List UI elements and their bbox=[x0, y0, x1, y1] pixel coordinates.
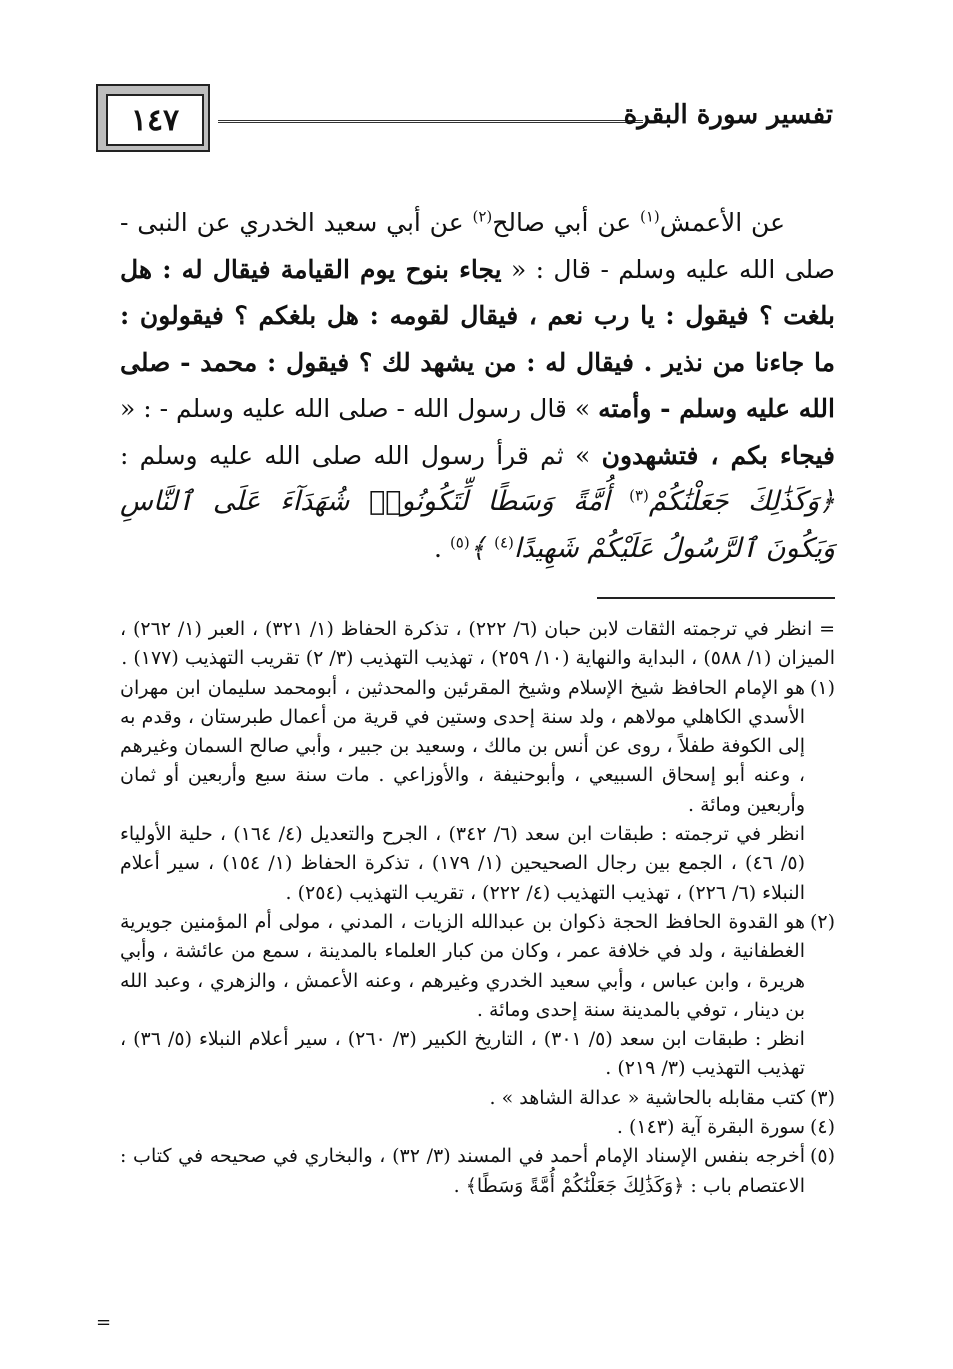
footnote-ref: (٥) bbox=[449, 533, 470, 552]
footnote-3 bbox=[120, 1084, 835, 1113]
footnote-sources: انظر في ترجمته : طبقات ابن سعد (٦/ ٣٤٢) ، الجرح والتعديل (٤/ ١٦٤) ، حلية الأولياء (٥/ ٤٦) ، الجمع بين رجال الصحيحين (١/ ١٧٩) ، تذكرة الحفاظ (١/ ١٥٤) ، سير أعلام النبلاء (٦/ ٢٢٦) ، تهذيب التهذيب (٤/ ٢٢٢) ، تقريب التهذيب (٢٥٤) . bbox=[120, 823, 805, 904]
hadith-quote: يجاء بنوح يوم القيامة فيقال له : هل بلغت ؟ فيقول : يا رب نعم ، فيقال لقومه : هل بلغكم ؟ فيقولون : ما جاءنا من نذير . فيقال له : من يشهد لك ؟ فيقول : محمد - صلى الله عليه وسلم - وأمته bbox=[120, 254, 835, 423]
quran-verse: أُمَّةً وَسَطًا لِّتَكُونُوا۟ شُهَدَآءَ عَلَى ٱلنَّاسِ وَيَكُونَ ٱلرَّسُولُ عَلَيْكُمْ شَهِيدًا bbox=[120, 486, 835, 564]
page-number: ١٤٧ bbox=[106, 94, 204, 146]
footnote-separator bbox=[597, 597, 835, 599]
footnote-ref: (١) bbox=[640, 207, 660, 226]
quran-verse: ﴾ bbox=[469, 532, 495, 564]
footnote-text: سورة البقرة آية (١٤٣) . bbox=[616, 1116, 805, 1139]
text-segment: عن أبي صالح bbox=[492, 208, 640, 237]
footnote-number: (٣) bbox=[809, 1086, 835, 1109]
footnote-continued: = انظر في ترجمته الثقات لابن حبان (٦/ ٢٢٢) ، تذكرة الحفاظ (١/ ٣٢١) ، العبر (١/ ٢٦٢) ، الميزان (١/ ٥٨٨) ، البداية والنهاية (١٠/ ٢٥٩) ، تهذيب التهذيب (٣/ ٢) تقريب التهذيب (١٧٧) . bbox=[120, 618, 836, 670]
footnote-number: (١) bbox=[809, 676, 835, 699]
text-segment: » ثم قرأ رسول الله صلى الله عليه وسلم : bbox=[120, 440, 602, 470]
footnote-number: (٥) bbox=[809, 1145, 835, 1168]
continuation-mark: = bbox=[96, 1312, 112, 1333]
footnote-text: كتب مقابله بالحاشية « عدالة الشاهد » . bbox=[489, 1086, 805, 1109]
footnote-1 bbox=[120, 674, 835, 908]
footnote-5 bbox=[120, 1142, 835, 1201]
text-segment: عن الأعمش bbox=[659, 208, 785, 237]
footnote-ref: (٤) bbox=[494, 533, 514, 552]
footnote-4 bbox=[120, 1113, 835, 1142]
footnote-2 bbox=[120, 908, 835, 1084]
footnote-text: هو القدوة الحافظ الحجة ذكوان بن عبدالله الزيات ، المدني ، مولى أم المؤمنين جويرية الغطفانية ، ولد في خلافة عمر ، وكان من كبار العلماء بالمدينة ، سمع من عائشة ، وأبي هريرة ، وابن عباس ، وأبي سعيد الخدري وغيرهم ، وعنه الأعمش ، والزهري ، وعبد الله بن دينار ، توفي بالمدينة سنة إحدى ومائة . bbox=[120, 910, 805, 1021]
footnote-number: (٢) bbox=[809, 910, 835, 933]
hadith-paragraph bbox=[120, 200, 835, 572]
text-segment: . bbox=[434, 533, 450, 563]
header-rule bbox=[218, 120, 643, 125]
footnotes bbox=[120, 615, 835, 1201]
page-header bbox=[96, 78, 833, 158]
quran-verse: ﴿وَكَذَٰلِكَ جَعَلْنَٰكُمْ bbox=[648, 486, 835, 517]
footnote-text: أخرجه بنفس الإسناد الإمام أحمد في المسند (٣/ ٣٢) ، والبخاري في صحيحه في كتاب : الاعتصام باب : ﴿وَكَذَٰلِكَ جَعَلْنَٰكُمْ أُمَّةً وَسَطًا﴾ . bbox=[120, 1145, 805, 1197]
footnote-ref: (٢) bbox=[472, 207, 493, 226]
running-title: تفسير سورة البقرة bbox=[623, 100, 833, 130]
main-text bbox=[120, 200, 835, 572]
page-number-box bbox=[96, 84, 210, 152]
text-segment: عن أبي سعيد الخدري عن النبى - صلى الله عليه وسلم - قال : « bbox=[120, 208, 835, 284]
footnote-text: هو الإمام الحافظ شيخ الإسلام وشيخ المقرئين والمحدثين ، أبومحمد سليمان ابن مهران الأسدي الكاهلي مولاهم ، ولد سنة إحدى وستين في قرية من أعمال طبرستان ، وقدم به إلى الكوفة طفلاً ، روى عن أنس بن مالك ، وسعيد بن جبير ، وأبي صالح السمان وغيرهم ، وعنه أبو إسحاق السبيعي ، وأبوحنيفة ، والأوزاعي . مات سنة سبع وأربعين أو ثمان وأربعين ومائة . bbox=[120, 676, 805, 816]
hadith-quote: فيجاء بكم ، فتشهدون bbox=[601, 440, 835, 470]
footnote-ref: (٣) bbox=[629, 486, 649, 505]
text-segment: » قال رسول الله - صلى الله عليه وسلم - : « bbox=[120, 394, 599, 423]
footnote-sources: انظر : طبقات ابن سعد (٥/ ٣٠١) ، التاريخ الكبير (٣/ ٢٦٠) ، سير أعلام النبلاء (٥/ ٣٦) ، تهذيب التهذيب (٣/ ٢١٩) . bbox=[120, 1028, 805, 1080]
footnote-number: (٤) bbox=[809, 1116, 835, 1139]
